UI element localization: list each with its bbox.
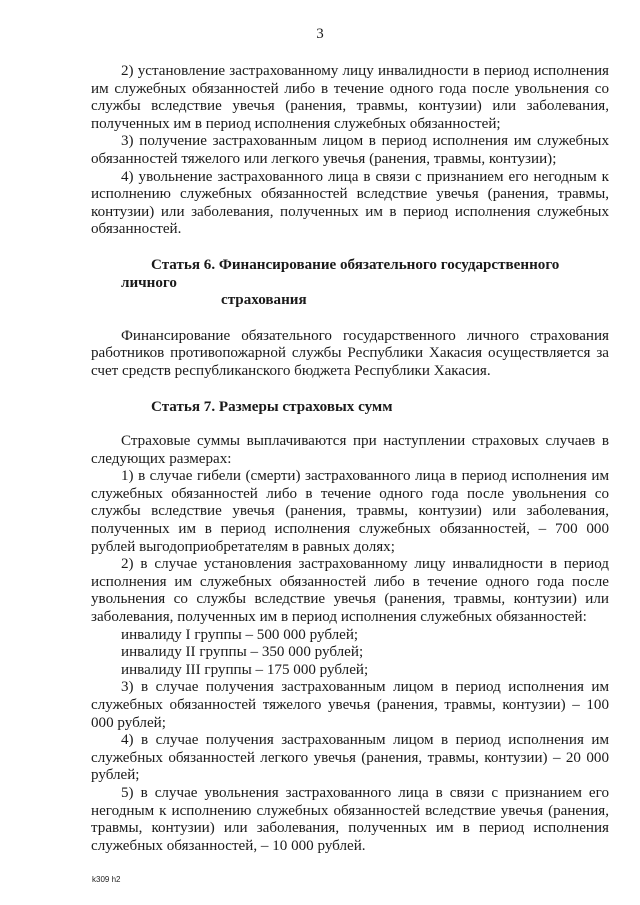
- paragraph-item-3: 3) получение застрахованным лицом в период исполнения им служебных обязанностей тяжелого или легкого увечья (ранения, травмы, контузии);: [91, 133, 609, 167]
- disability-group-3: инвалиду III группы – 175 000 рублей;: [121, 661, 369, 678]
- article-6-heading: [91, 257, 609, 310]
- article-7-item-2: 2) в случае установления застрахованному лицу инвалидности в период исполнения им служебных обязанностей либо в течение одного года после увольнения со службы вследствие увечья (ранения, травмы, контузии) или заболевания, полученных им в период исполнения служебных обязанностей:: [91, 556, 609, 626]
- article-7-item-3: 3) в случае получения застрахованным лицом в период исполнения им служебных обязанностей тяжелого увечья (ранения, травмы, контузии) – 100 000 рублей;: [91, 679, 609, 731]
- article-6-heading-line2: страхования: [221, 292, 307, 309]
- article-6-heading-line1: Статья 6. Финансирование обязательного государственного личного: [121, 256, 560, 291]
- article-7-item-5: 5) в случае увольнения застрахованного лица в связи с признанием его негодным к исполнению служебных обязанностей вследствие увечья (ранения, травмы, контузии) или заболевания, полученных им в период исполнения служебных обязанностей, – 10 000 рублей.: [91, 784, 609, 854]
- document-body: [91, 63, 609, 855]
- article-6-text: Финансирование обязательного государственного личного страхования работников противопожарной службы Республики Хакасия осуществляется за счет средств республиканского бюджета Республики Хакасия.: [91, 327, 609, 379]
- article-7-item-1: 1) в случае гибели (смерти) застрахованного лица в период исполнения им служебных обязанностей либо в течение одного года после увольнения со службы вследствие увечья (ранения, травмы, контузии) или заболевания, полученных им в период исполнения служебных обязанностей, – 700 000 рублей выгодоприобретателям в равных долях;: [91, 468, 609, 555]
- paragraph-item-2: 2) установление застрахованному лицу инвалидности в период исполнения им служебных обязанностей либо в течение одного года после увольнения со службы вследствие увечья (ранения, травмы, контузии) или заболевания, полученных им в период исполнения служебных обязанностей;: [91, 63, 609, 132]
- article-7-intro: Страховые суммы выплачиваются при наступлении страховых случаев в следующих размерах:: [91, 433, 609, 467]
- disability-group-1: инвалиду I группы – 500 000 рублей;: [121, 626, 359, 643]
- paragraph-item-4: 4) увольнение застрахованного лица в связи с признанием его негодным к исполнению служебных обязанностей вследствие увечья (ранения, травмы, контузии) или заболевания, полученных им в период исполнения служебных обязанностей.: [91, 168, 609, 238]
- disability-group-2: инвалиду II группы – 350 000 рублей;: [121, 644, 364, 661]
- document-code: k309 h2: [92, 875, 121, 884]
- article-7-heading: Статья 7. Размеры страховых сумм: [151, 398, 393, 415]
- page-number: 3: [316, 26, 324, 42]
- article-7-item-4: 4) в случае получения застрахованным лицом в период исполнения им служебных обязанностей легкого увечья (ранения, травмы, контузии) – 20 000 рублей;: [91, 732, 609, 784]
